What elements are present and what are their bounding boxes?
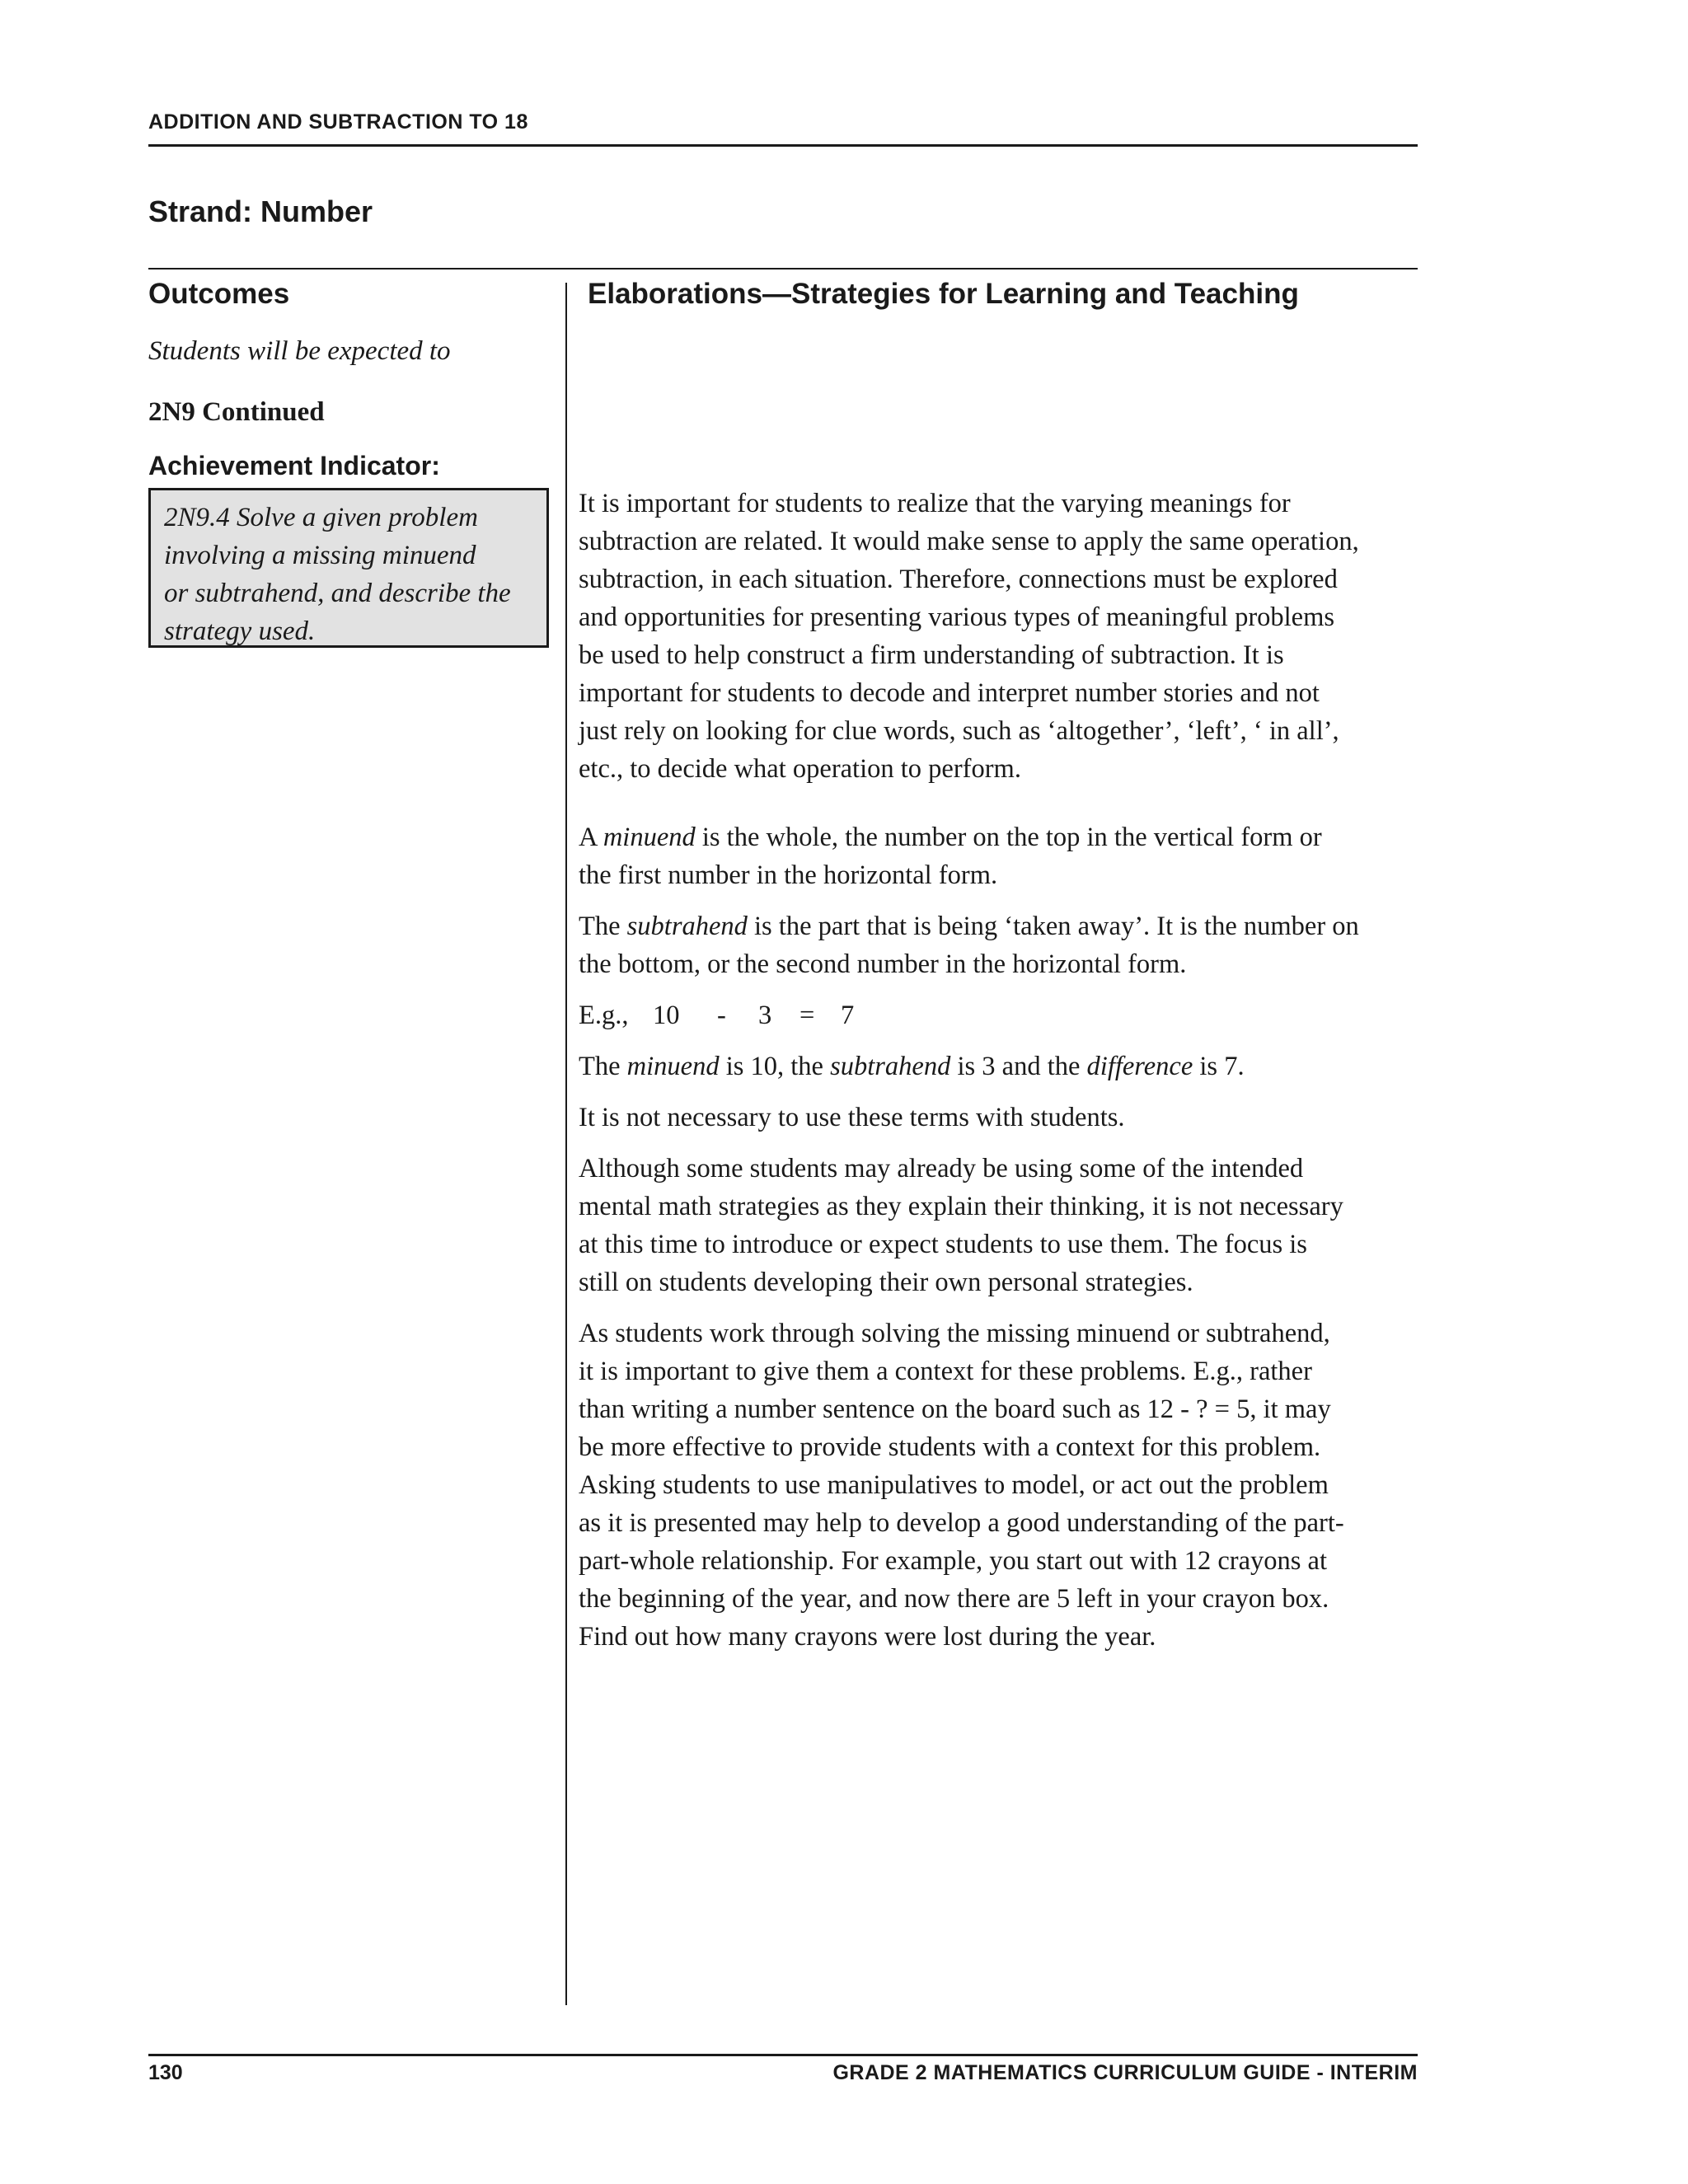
term-minuend: minuend bbox=[626, 1052, 720, 1081]
indicator-line: involving a missing minuend bbox=[164, 541, 476, 570]
text-run: is the whole, the number on the top in the vertical form or bbox=[695, 823, 1322, 852]
text-line: Although some students may already be using some of the intended bbox=[579, 1154, 1304, 1183]
column-divider bbox=[565, 283, 567, 2005]
text-run: is 7. bbox=[1193, 1052, 1245, 1081]
paragraph-not-necessary: It is not necessary to use these terms with students. bbox=[579, 1103, 1125, 1132]
page-number: 130 bbox=[148, 2061, 183, 2084]
text-line bbox=[579, 907, 1423, 945]
paragraph-subtrahend bbox=[579, 907, 1423, 983]
text-line: than writing a number sentence on the board such as 12 - ? = 5, it may bbox=[579, 1394, 1331, 1424]
text-line: Find out how many crayons were lost during the year. bbox=[579, 1622, 1156, 1652]
text-line: It is important for students to realize that the varying meanings for bbox=[579, 489, 1291, 518]
text-run: A bbox=[579, 823, 603, 852]
paragraph-context bbox=[579, 1315, 1423, 1656]
achievement-indicator-label: Achievement Indicator: bbox=[148, 451, 440, 480]
paragraph-mental-math bbox=[579, 1150, 1423, 1301]
strand-title: Strand: Number bbox=[148, 194, 373, 228]
indicator-line: or subtrahend, and describe the bbox=[164, 579, 511, 608]
text-line: Asking students to use manipulatives to model, or act out the problem bbox=[579, 1470, 1329, 1500]
footer-title: GRADE 2 MATHEMATICS CURRICULUM GUIDE - INTERIM bbox=[832, 2061, 1418, 2084]
text-line: part-whole relationship. For example, you start out with 12 crayons at bbox=[579, 1546, 1327, 1576]
section-rule bbox=[148, 268, 1418, 269]
text-line: the bottom, or the second number in the horizontal form. bbox=[579, 949, 1187, 979]
text-run: The bbox=[579, 912, 627, 941]
text-line: at this time to introduce or expect students to use them. The focus is bbox=[579, 1230, 1307, 1259]
text-line bbox=[579, 818, 1423, 856]
footer-rule bbox=[148, 2054, 1418, 2056]
term-difference: difference bbox=[1086, 1052, 1193, 1081]
elaborations-heading: Elaborations—Strategies for Learning and Teaching bbox=[588, 278, 1299, 310]
text-run: The bbox=[579, 1052, 627, 1081]
text-line: As students work through solving the missing minuend or subtrahend, bbox=[579, 1319, 1330, 1348]
term-subtrahend: subtrahend bbox=[626, 912, 748, 941]
example-equation bbox=[579, 996, 1423, 1034]
expected-intro: Students will be expected to bbox=[148, 336, 451, 366]
elaborations-body bbox=[579, 485, 1423, 1656]
text-run: is the part that is being ‘taken away’. It is the number on bbox=[747, 912, 1359, 941]
example-minus: - bbox=[717, 1001, 726, 1030]
paragraph-terms bbox=[579, 1047, 1423, 1085]
running-head: ADDITION AND SUBTRACTION TO 18 bbox=[148, 110, 528, 134]
term-minuend: minuend bbox=[603, 823, 696, 852]
text-line: subtraction are related. It would make sense to apply the same operation, bbox=[579, 527, 1359, 556]
text-line: just rely on looking for clue words, such as ‘altogether’, ‘left’, ‘ in all’, bbox=[579, 716, 1339, 746]
achievement-indicator-box bbox=[148, 488, 549, 648]
outcome-continued: 2N9 Continued bbox=[148, 397, 325, 427]
text-line: and opportunities for presenting various types of meaningful problems bbox=[579, 602, 1335, 632]
text-line: mental math strategies as they explain their thinking, it is not necessary bbox=[579, 1192, 1343, 1221]
text-line: the beginning of the year, and now there are 5 left in your crayon box. bbox=[579, 1584, 1329, 1614]
text-line: it is important to give them a context for these problems. E.g., rather bbox=[579, 1357, 1312, 1386]
text-line: as it is presented may help to develop a good understanding of the part- bbox=[579, 1508, 1344, 1538]
example-minuend: 10 bbox=[653, 1001, 680, 1030]
example-difference: 7 bbox=[841, 1001, 855, 1030]
example-subtrahend: 3 bbox=[758, 1001, 772, 1030]
indicator-line: strategy used. bbox=[164, 616, 316, 646]
text-line: the first number in the horizontal form. bbox=[579, 860, 998, 890]
indicator-line: 2N9.4 Solve a given problem bbox=[164, 503, 478, 532]
text-run: is 3 and the bbox=[950, 1052, 1087, 1081]
text-line: subtraction, in each situation. Therefore, connections must be explored bbox=[579, 565, 1338, 594]
example-equals: = bbox=[799, 1001, 815, 1030]
text-line: still on students developing their own personal strategies. bbox=[579, 1268, 1193, 1297]
text-line: be used to help construct a firm understanding of subtraction. It is bbox=[579, 640, 1284, 670]
paragraph-meanings bbox=[579, 485, 1423, 788]
example-label: E.g., bbox=[579, 1001, 629, 1030]
header-rule bbox=[148, 144, 1418, 147]
paragraph-minuend bbox=[579, 818, 1423, 894]
text-run: is 10, the bbox=[719, 1052, 831, 1081]
text-line: important for students to decode and interpret number stories and not bbox=[579, 678, 1320, 708]
text-line: be more effective to provide students with a context for this problem. bbox=[579, 1432, 1321, 1462]
term-subtrahend: subtrahend bbox=[830, 1052, 951, 1081]
text-line: etc., to decide what operation to perform. bbox=[579, 754, 1021, 784]
outcomes-heading: Outcomes bbox=[148, 278, 290, 310]
